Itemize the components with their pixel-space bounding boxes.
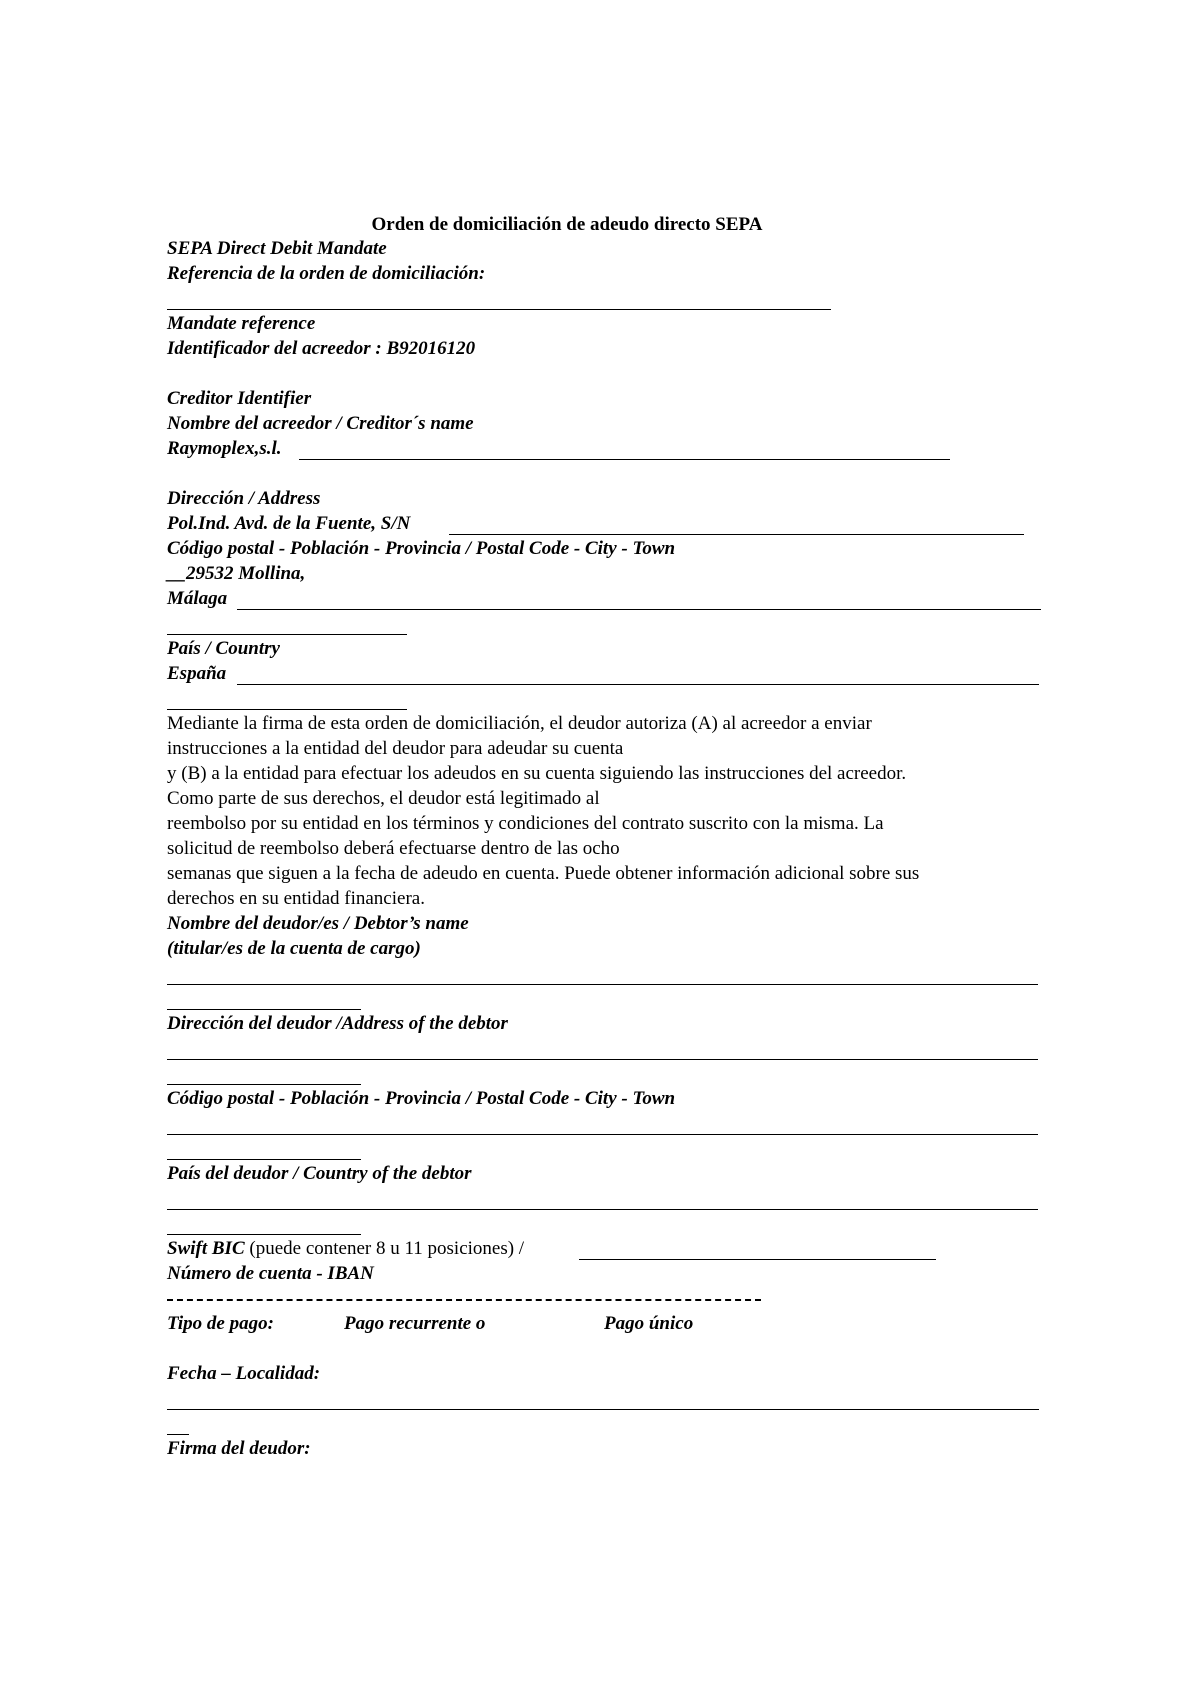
signature-label: Firma del deudor:	[167, 1438, 311, 1459]
mandate-reference-label-en: Mandate reference	[167, 313, 316, 334]
debtor-name-line[interactable]	[167, 984, 1038, 985]
authorization-line: reembolso por su entidad en los términos y condiciones del contrato suscrito con la misma. La	[167, 813, 884, 834]
swift-bic-row	[167, 1238, 524, 1260]
payment-single-option[interactable]: Pago único	[604, 1313, 694, 1334]
date-place-line-continuation[interactable]	[167, 1434, 189, 1435]
country-label: País / Country	[167, 638, 280, 659]
date-place-label: Fecha – Localidad:	[167, 1363, 321, 1384]
debtor-name-line-continuation[interactable]	[167, 1009, 361, 1010]
debtor-country-line[interactable]	[167, 1209, 1038, 1210]
debtor-country-line-continuation[interactable]	[167, 1234, 361, 1235]
address-line	[449, 534, 1024, 535]
mandate-reference-label-es: Referencia de la orden de domiciliación:	[167, 263, 486, 284]
creditor-name-label: Nombre del acreedor / Creditor´s name	[167, 413, 474, 434]
debtor-country-label: País del deudor / Country of the debtor	[167, 1163, 472, 1184]
authorization-line: Mediante la firma de esta orden de domiciliación, el deudor autoriza (A) al acreedor a enviar	[167, 713, 872, 734]
address-label: Dirección / Address	[167, 488, 321, 509]
authorization-line: derechos en su entidad financiera.	[167, 888, 425, 909]
debtor-address-line-continuation[interactable]	[167, 1084, 361, 1085]
debtor-name-sublabel: (titular/es de la cuenta de cargo)	[167, 938, 421, 959]
iban-label: Número de cuenta - IBAN	[167, 1263, 374, 1284]
address-value: Pol.Ind. Avd. de la Fuente, S/N	[167, 513, 411, 534]
creditor-identifier-en: Creditor Identifier	[167, 388, 312, 409]
debtor-name-label: Nombre del deudor/es / Debtor’s name	[167, 913, 469, 934]
postal-code-label: Código postal - Población - Provincia / Postal Code - City - Town	[167, 538, 676, 559]
creditor-identifier-es: Identificador del acreedor : B92016120	[167, 338, 476, 359]
payment-type-label: Tipo de pago:	[167, 1313, 274, 1334]
date-place-line[interactable]	[167, 1409, 1039, 1410]
country-line-continuation	[167, 709, 407, 710]
payment-type-row	[167, 1313, 1067, 1335]
authorization-line: Como parte de sus derechos, el deudor está legitimado al	[167, 788, 600, 809]
authorization-line: semanas que siguen a la fecha de adeudo en cuenta. Puede obtener información adicional sobre sus	[167, 863, 920, 884]
province-value: Málaga	[167, 588, 228, 609]
debtor-postal-code-label: Código postal - Población - Provincia / Postal Code - City - Town	[167, 1088, 676, 1109]
document-subtitle: SEPA Direct Debit Mandate	[167, 238, 387, 259]
creditor-name-line	[299, 459, 950, 460]
debtor-address-label: Dirección del deudor /Address of the debtor	[167, 1013, 508, 1034]
debtor-postal-code-line-continuation[interactable]	[167, 1159, 361, 1160]
authorization-line: instrucciones a la entidad del deudor para adeudar su cuenta	[167, 738, 624, 759]
authorization-line: y (B) a la entidad para efectuar los adeudos en su cuenta siguiendo las instrucciones del acreedor.	[167, 763, 907, 784]
province-line-continuation	[167, 634, 407, 635]
document-title: Orden de domiciliación de adeudo directo SEPA	[371, 214, 763, 235]
swift-bic-label: Swift BIC	[167, 1238, 245, 1259]
mandate-reference-line	[167, 309, 831, 310]
debtor-address-line[interactable]	[167, 1059, 1038, 1060]
province-line	[237, 609, 1041, 610]
payment-recurrent-option[interactable]: Pago recurrente o	[344, 1313, 486, 1334]
postal-code-value: __29532 Mollina,	[167, 563, 306, 584]
iban-dashed-line[interactable]	[167, 1299, 761, 1301]
debtor-postal-code-line[interactable]	[167, 1134, 1038, 1135]
country-line	[237, 684, 1039, 685]
creditor-name-value: Raymoplex,s.l.	[167, 438, 282, 459]
swift-bic-line[interactable]	[579, 1259, 936, 1260]
country-value: España	[167, 663, 227, 684]
authorization-line: solicitud de reembolso deberá efectuarse dentro de las ocho	[167, 838, 620, 859]
swift-bic-note: (puede contener 8 u 11 posiciones) /	[244, 1238, 525, 1259]
